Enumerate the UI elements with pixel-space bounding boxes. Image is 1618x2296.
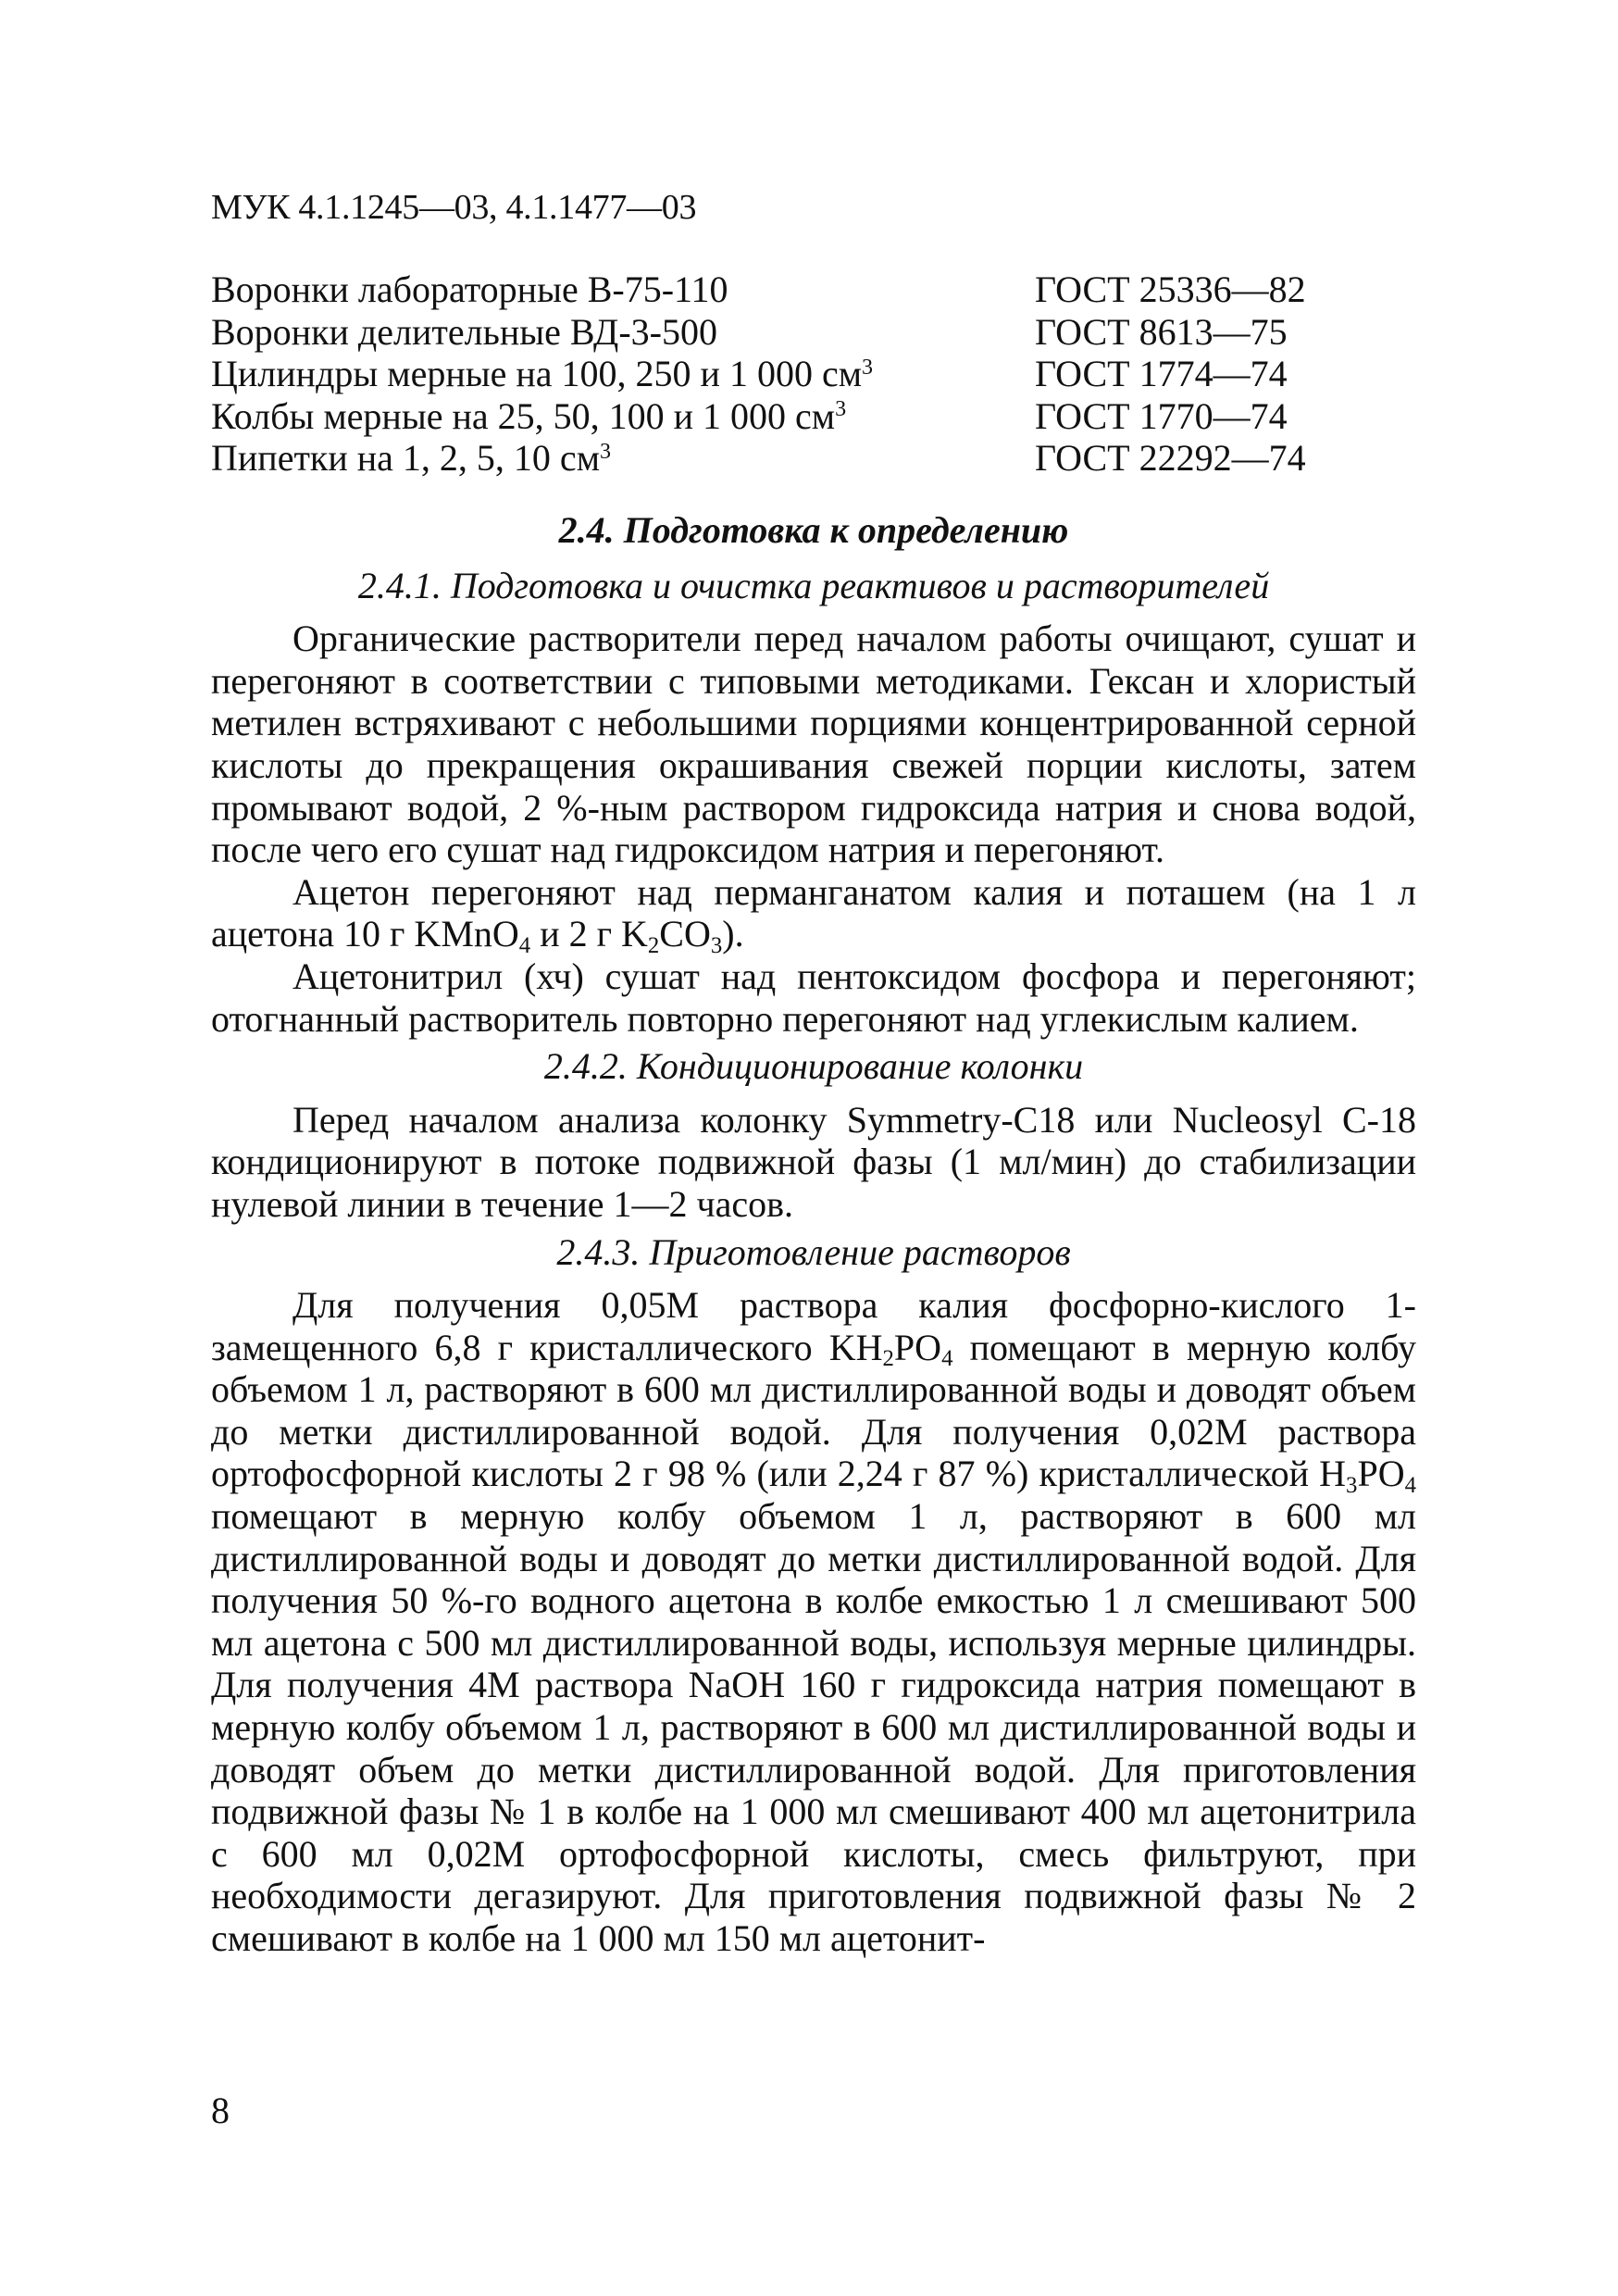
equipment-list	[211, 268, 1414, 480]
equipment-row	[211, 353, 1414, 395]
equipment-standard: ГОСТ 25336—82	[1035, 268, 1306, 310]
paragraph-acetone: Ацетон перегоняют над перманганатом калия и поташем (на 1 л ацетона 10 г KMnO$_4$ и 2 г $K_2CO_3$).	[211, 870, 1416, 958]
equipment-standard: ГОСТ 1774—74	[1035, 353, 1288, 394]
equipment-name: Воронки лабораторные В-75-110	[211, 268, 728, 310]
page-number: 8	[211, 2090, 230, 2131]
equipment-standard: ГОСТ 1770—74	[1035, 394, 1288, 437]
superscript: 3	[600, 439, 611, 464]
equipment-row	[211, 268, 1414, 311]
equipment-standard: ГОСТ 22292—74	[1035, 437, 1306, 479]
equipment-row	[211, 311, 1414, 354]
subsection-heading-2-4-1: 2.4.1. Подготовка и очистка реактивов и растворителей	[357, 564, 1270, 606]
equipment-row	[211, 395, 1414, 438]
superscript: 3	[862, 355, 874, 380]
paragraph-column: Перед началом анализа колонку Symmetry-C18 или Nucleosyl C-18 кондиционируют в потоке подвижной фазы (1 мл/мин) до стабилизации нулевой линии в течение 1—2 часов.	[211, 1098, 1416, 1225]
subsection-heading-2-4-2: 2.4.2. Кондиционирование колонки	[543, 1045, 1084, 1088]
equipment-name: Пипетки на 1, 2, 5, 10 $см^3$	[211, 437, 611, 479]
section-heading-2-4: 2.4. Подготовка к определению	[558, 509, 1069, 551]
equipment-name: Колбы мерные на 25, 50, 100 и 1 000 $см^3$	[211, 394, 847, 437]
document-body	[211, 502, 1416, 1960]
paragraph-solutions: Для получения 0,05М раствора калия фосфорно-кислого 1-замещенного 6,8 г кристаллического $KH_2PO_4$ помещают в мерную колбу объемом 1 л, растворяют в 600 мл дистиллированной воды и доводят объем до метки дистиллированной водой. Для получения 0,02М раствора ортофосфорной кислоты 2 г 98 % (или 2,24 г 87 %) кристаллической $H_3PO_4$ помещают в мерную колбу объемом 1 л, растворяют в 600 мл дистиллированной воды и доводят до метки дистиллированной водой. Для получения 50 %-го водного ацетона в колбе емкостью 1 л смешивают 500 мл ацетона с 500 мл дистиллированной воды, используя мерные цилиндры. Для получения 4М раствора NaOH 160 г гидроксида натрия помещают в мерную колбу объемом 1 л, растворяют в 600 мл дистиллированной воды и доводят объем до метки дистиллированной водой. Для приготовления подвижной фазы № 1 в колбе на 1 000 мл смешивают 400 мл ацетонитрила с 600 мл 0,02М ортофосфорной кислоты, смесь фильтруют, при необходимости дегазируют. Для приготовления подвижной фазы № 2 смешивают в колбе на 1 000 мл 150 мл ацетонит-	[211, 1284, 1416, 1959]
paragraph-acetonitrile: Ацетонитрил (хч) сушат над пентоксидом фосфора и перегоняют; отогнанный растворитель повторно перегоняют над углекислым калием.	[211, 955, 1416, 1040]
equipment-name: Цилиндры мерные на 100, 250 и 1 000 $см^3$	[211, 353, 874, 394]
equipment-row	[211, 437, 1414, 480]
superscript: 3	[835, 397, 847, 422]
subsection-heading-2-4-3: 2.4.3. Приготовление растворов	[556, 1230, 1071, 1273]
running-header: МУК 4.1.1245—03, 4.1.1477—03	[211, 188, 697, 227]
paragraph-solvents: Органические растворители перед началом работы очищают, сушат и перегоняют в соответствии с типовыми методиками. Гексан и хлористый метилен встряхивают с небольшими порциями концентрированной серной кислоты до прекращения окрашивания свежей порции кислоты, затем промывают водой, 2 %-ным раствором гидроксида натрия и снова водой, после чего его сушат над гидроксидом натрия и перегоняют.	[211, 618, 1416, 871]
equipment-name: Воронки делительные ВД-3-500	[211, 310, 717, 353]
equipment-standard: ГОСТ 8613—75	[1035, 310, 1288, 353]
